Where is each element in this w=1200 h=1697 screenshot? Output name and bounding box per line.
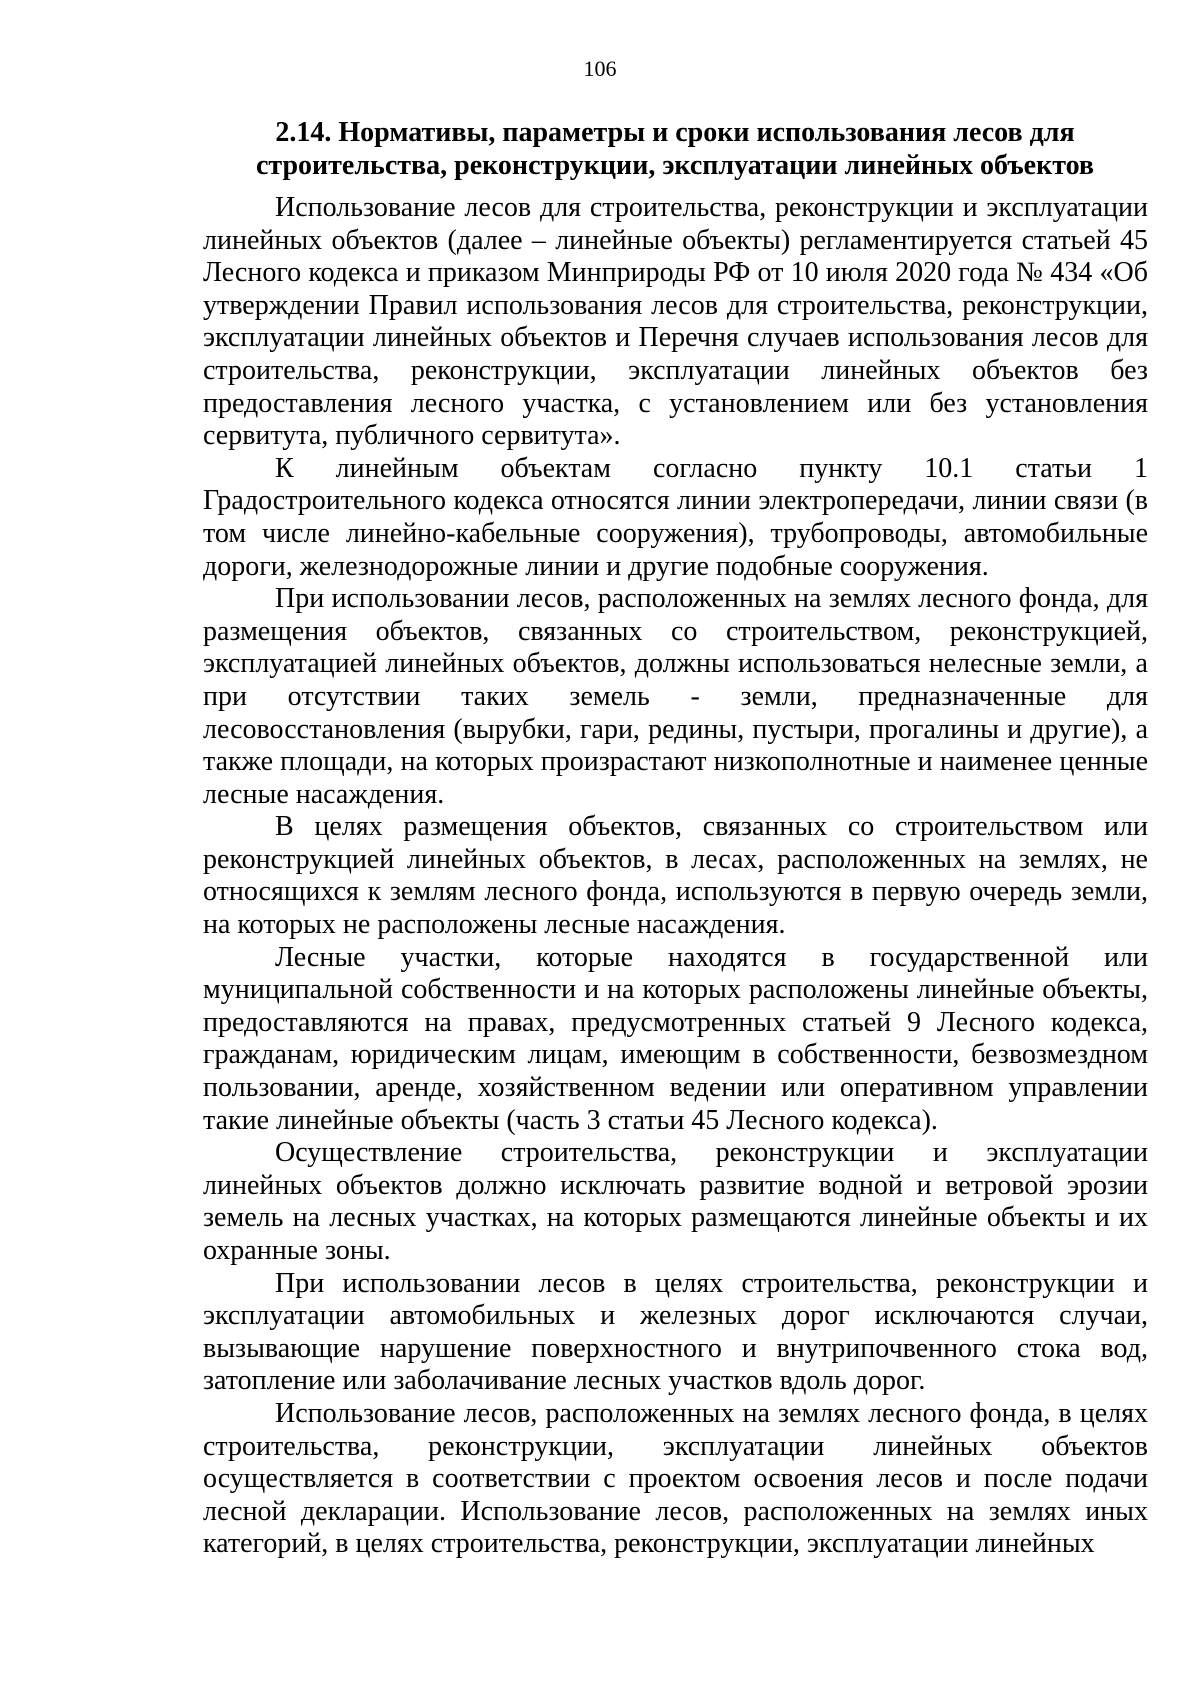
paragraph: К линейным объектам согласно пункту 10.1 статьи 1 Градостроительного кодекса относятся линии электропередачи, линии связи (в том числе линейно-кабельные сооружения), трубопроводы, автомобильные дороги, железнодорожные линии и другие подобные сооружения. — [203, 452, 1148, 582]
page-number: 106 — [583, 56, 617, 81]
paragraph: В целях размещения объектов, связанных со строительством или реконструкцией линейных объектов, в лесах, расположенных на землях, не относящихся к землям лесного фонда, используются в первую очередь земли, на которых не расположены лесные насаждения. — [203, 811, 1148, 941]
section-heading — [200, 116, 1150, 182]
paragraph: При использовании лесов в целях строительства, реконструкции и эксплуатации автомобильных и железных дорог исключаются случаи, вызывающие нарушение поверхностного и внутрипочвенного стока вод, затопление или заболачивание лесных участков вдоль дорог. — [203, 1267, 1148, 1397]
paragraph: Использование лесов для строительства, реконструкции и эксплуатации линейных объектов (далее – линейные объекты) регламентируется статьей 45 Лесного кодекса и приказом Минприроды РФ от 10 июля 2020 года № 434 «Об утверждении Правил использования лесов для строительства, реконструкции, эксплуатации линейных объектов и Перечня случаев использования лесов для строительства, реконструкции, эксплуатации линейных объектов без предоставления лесного участка, с установлением или без установления сервитута, публичного сервитута». — [203, 192, 1148, 452]
paragraph: Лесные участки, которые находятся в государственной или муниципальной собственности и на которых расположены линейные объекты, предоставляются на правах, предусмотренных статьей 9 Лесного кодекса, гражданам, юридическим лицам, имеющим в собственности, безвозмездном пользовании, аренде, хозяйственном ведении или оперативном управлении такие линейные объекты (часть 3 статьи 45 Лесного кодекса). — [203, 941, 1148, 1136]
body-text — [203, 192, 1148, 1561]
paragraph: При использовании лесов, расположенных на землях лесного фонда, для размещения объектов, связанных со строительством, реконструкцией, эксплуатацией линейных объектов, должны использоваться нелесные земли, а при отсутствии таких земель - земли, предназначенные для лесовосстановления (вырубки, гари, редины, пустыри, прогалины и другие), а также площади, на которых произрастают низкополнотные и наименее ценные лесные насаждения. — [203, 583, 1148, 810]
section-heading-line-1: 2.14. Нормативы, параметры и сроки использования лесов для — [275, 117, 1075, 148]
section-heading-line-2: строительства, реконструкции, эксплуатации линейных объектов — [255, 150, 1095, 181]
paragraph: Использование лесов, расположенных на землях лесного фонда, в целях строительства, реконструкции, эксплуатации линейных объектов осуществляется в соответствии с проектом освоения лесов и после подачи лесной декларации. Использование лесов, расположенных на землях иных категорий, в целях строительства, реконструкции, эксплуатации линейных — [203, 1397, 1148, 1560]
paragraph: Осуществление строительства, реконструкции и эксплуатации линейных объектов должно исключать развитие водной и ветровой эрозии земель на лесных участках, на которых размещаются линейные объекты и их охранные зоны. — [203, 1137, 1148, 1266]
